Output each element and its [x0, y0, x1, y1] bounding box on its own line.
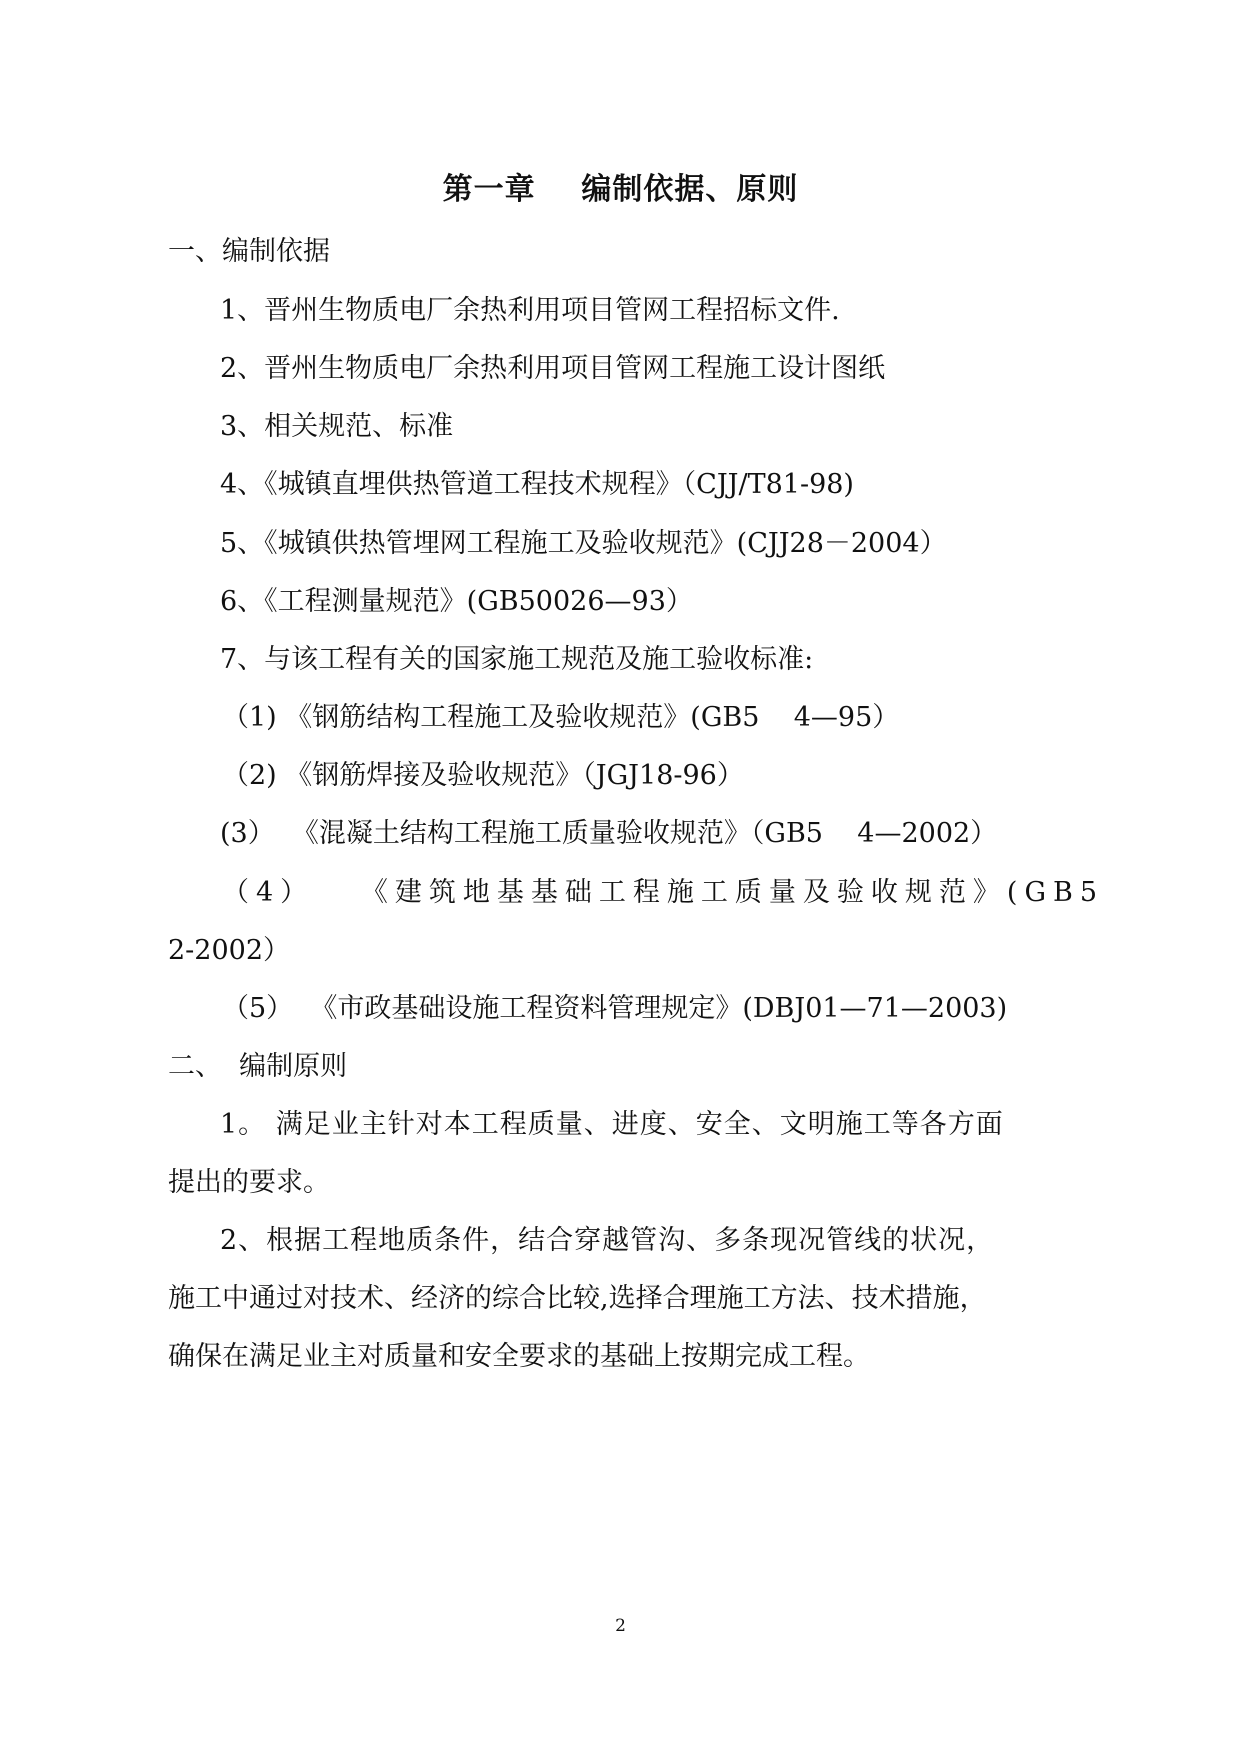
principle-1-line-2: 提出的要求。: [168, 1167, 330, 1198]
basis-item-6: 6、《工程测量规范》(GB50026—93）: [220, 586, 693, 617]
basis-item-3: 3、相关规范、标准: [220, 411, 454, 442]
basis-item-1: 1、晋州生物质电厂余热利用项目管网工程招标文件.: [220, 295, 840, 326]
section-heading-basis: 一、编制依据: [168, 236, 330, 267]
basis-item-4: 4、《城镇直埋供热管道工程技术规程》（CJJ/T81-98): [220, 469, 854, 500]
chapter-title: 第一章 编制依据、原则: [442, 172, 799, 207]
basis-item-2: 2、晋州生物质电厂余热利用项目管网工程施工设计图纸: [220, 353, 886, 384]
principle-2-line-1: 2、根据工程地质条件，结合穿越管沟、多条现况管线的状况，: [220, 1225, 995, 1256]
standard-subitem-4-continued: 2-2002）: [168, 935, 291, 966]
standard-subitem-2: （2) 《钢筋焊接及验收规范》（JGJ18-96）: [222, 760, 744, 791]
standard-subitem-5: （5） 《市政基础设施工程资料管理规定》(DBJ01—71—2003): [222, 993, 1008, 1024]
standard-subitem-4: （4） 《建筑地基基础工程施工质量及验收规范》(GB5: [222, 877, 1105, 908]
standard-subitem-1: （1) 《钢筋结构工程施工及验收规范》(GB5 4—95）: [222, 702, 900, 733]
basis-item-7: 7、与该工程有关的国家施工规范及施工验收标准:: [220, 644, 814, 675]
section-heading-principles: 二、 编制原则: [168, 1051, 348, 1082]
standard-subitem-3: (3） 《混凝土结构工程施工质量验收规范》（GB5 4—2002）: [220, 818, 998, 849]
principle-1-line-1: 1。 满足业主针对本工程质量、进度、安全、文明施工等各方面: [220, 1109, 1004, 1140]
principle-2-line-3: 确保在满足业主对质量和安全要求的基础上按期完成工程。: [168, 1341, 870, 1372]
page-number: 2: [615, 1616, 626, 1636]
principle-2-line-2: 施工中通过对技术、经济的综合比较,选择合理施工方法、技术措施，: [168, 1283, 987, 1314]
basis-item-5: 5、《城镇供热管埋网工程施工及验收规范》(CJJ28－2004）: [220, 528, 947, 559]
